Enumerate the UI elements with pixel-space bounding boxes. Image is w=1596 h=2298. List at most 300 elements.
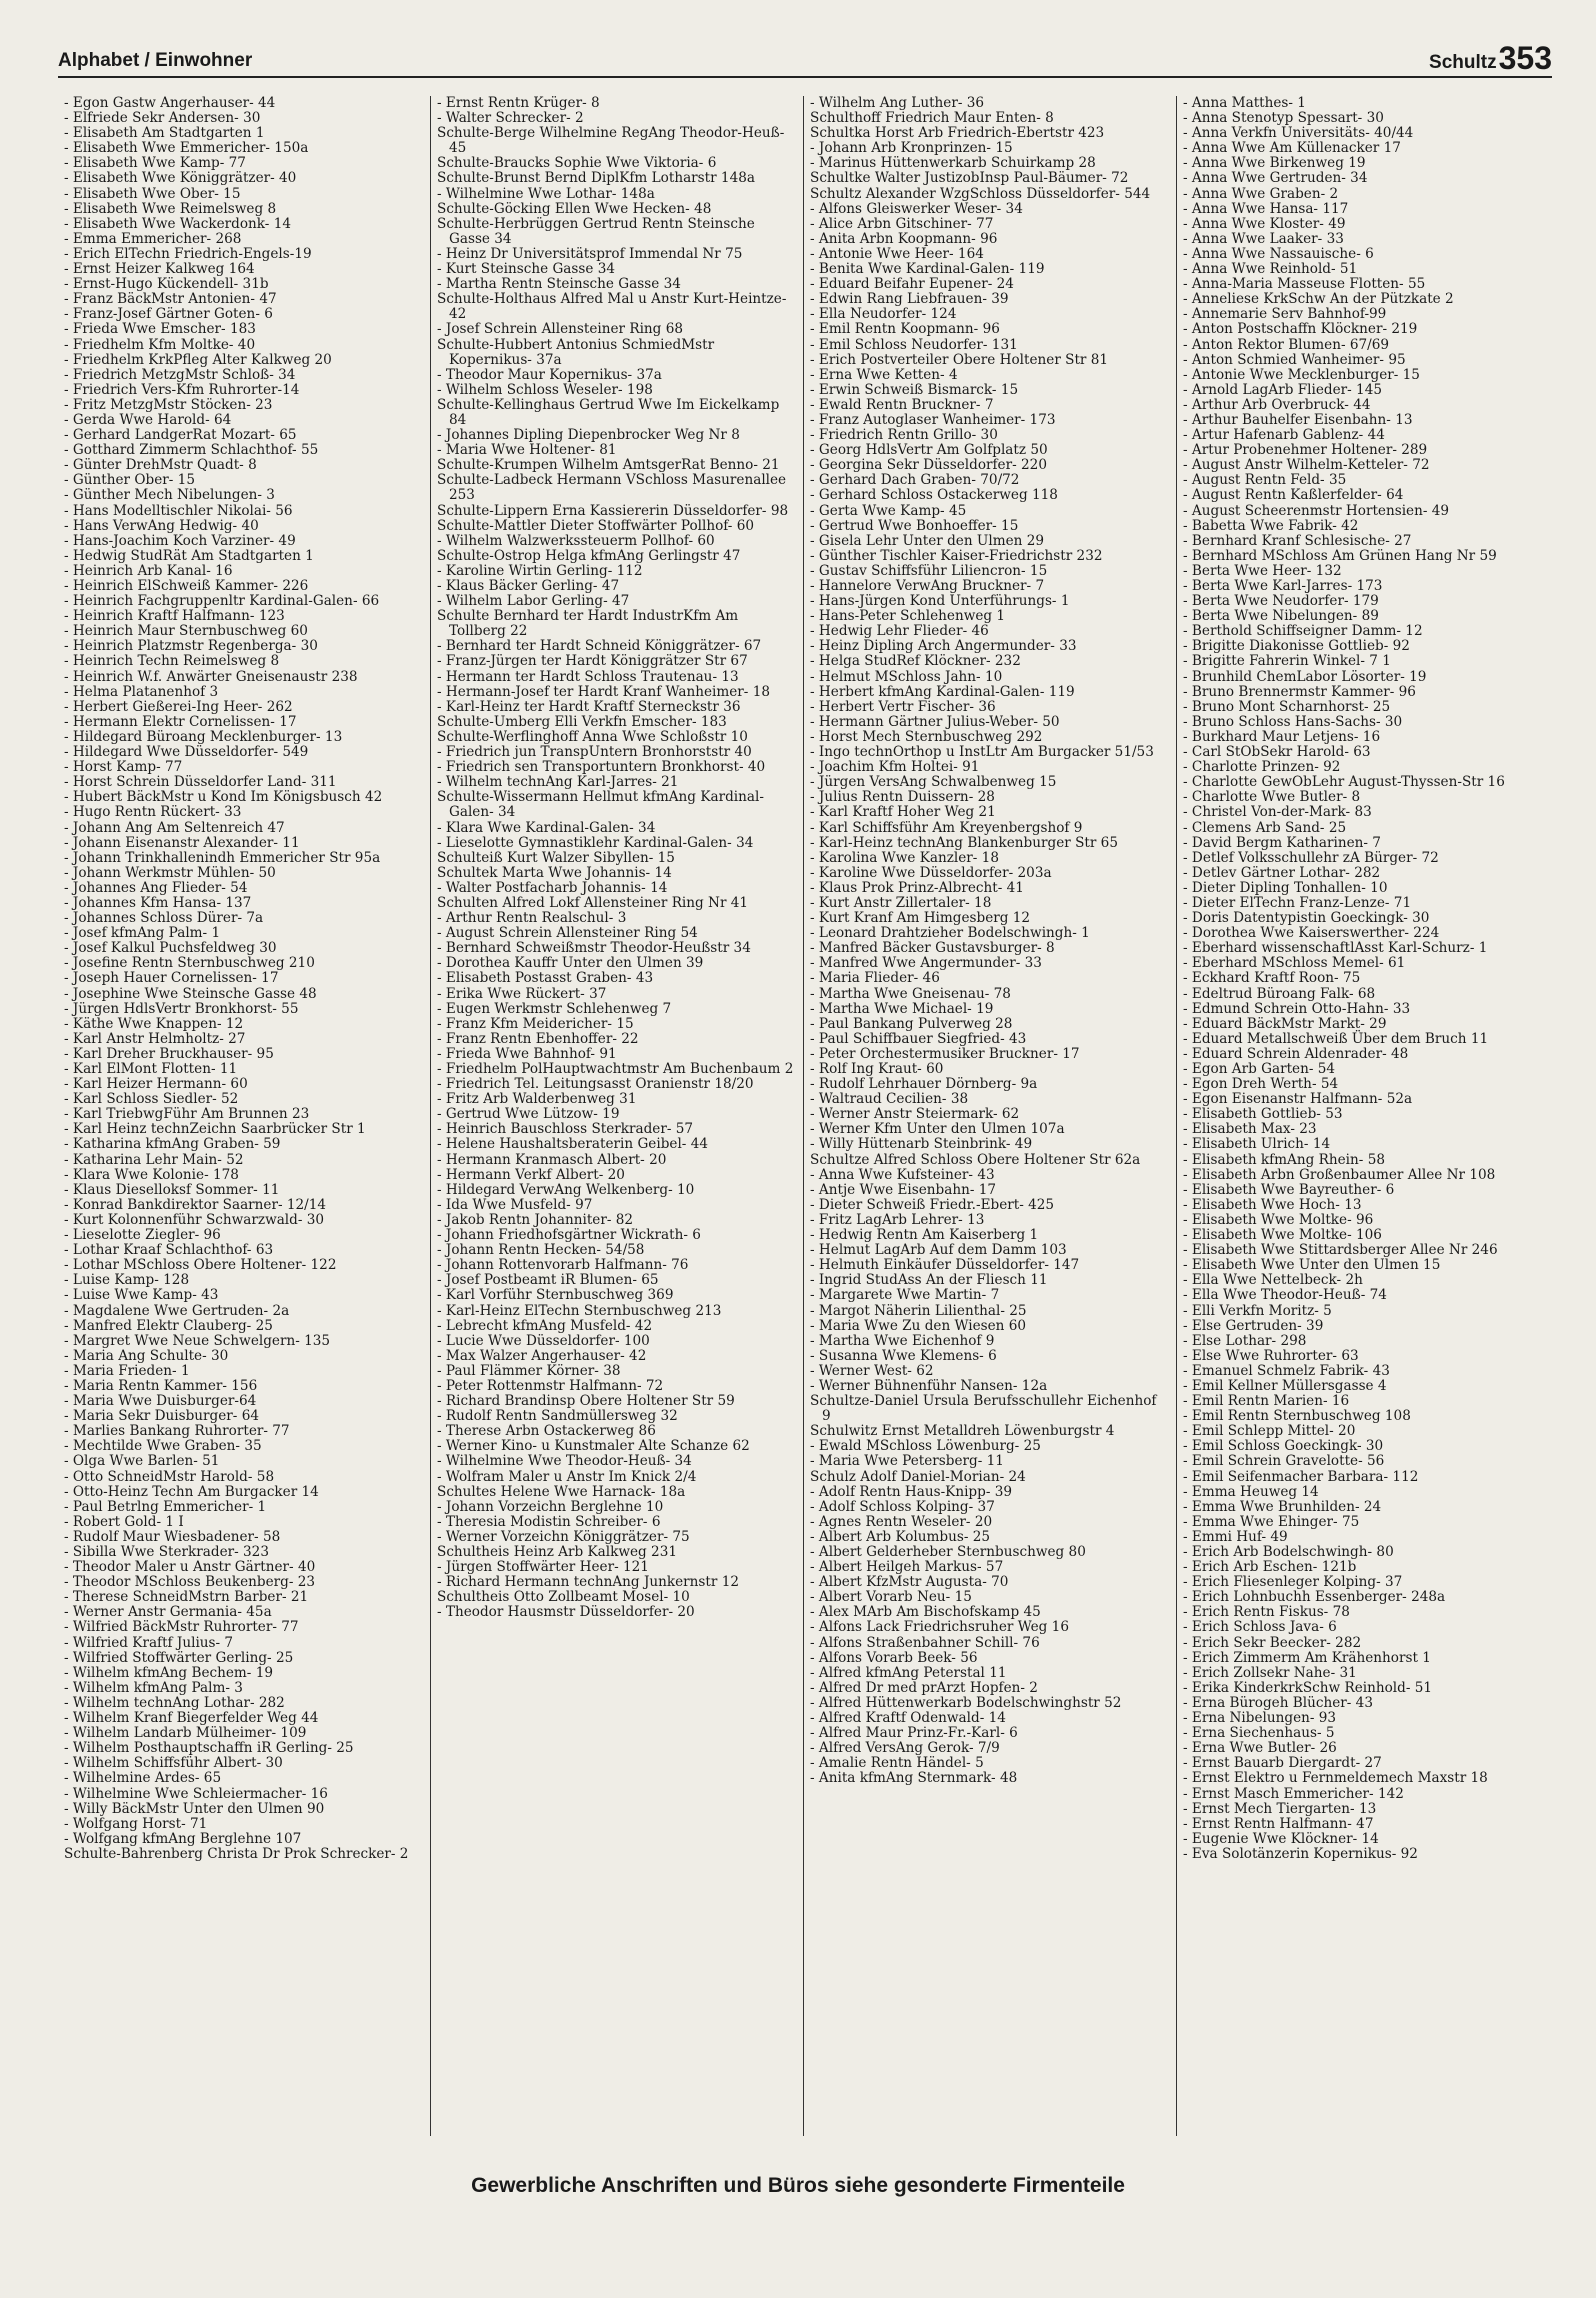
- directory-entry: - Eugen Werkmstr Schlehenweg 7: [437, 1000, 672, 1017]
- directory-entry: - Franz-Josef Gärtner Goten- 6: [64, 306, 273, 323]
- directory-entry: - Ernst Masch Emmericher- 142: [1183, 1785, 1404, 1802]
- directory-entry: - Karl-Heinz technAng Blankenburger Str 65: [810, 834, 1118, 851]
- directory-entry: - Erich Arb Bodelschwingh- 80: [1183, 1544, 1394, 1560]
- directory-entry: - Jürgen HdlsVertr Bronkhorst- 55: [64, 1000, 299, 1017]
- directory-entry: - Alfred Dr med prArzt Hopfen- 2: [810, 1679, 1038, 1696]
- directory-entry: - Klaus Prok Prinz-Albrecht- 41: [810, 879, 1024, 896]
- directory-entry: - Kurt Kolonnenführ Schwarzwald- 30: [64, 1211, 325, 1228]
- directory-entry: - Alex MArb Am Bischofskamp 45: [810, 1604, 1041, 1621]
- directory-entry: - Emil Rentn Marien- 16: [1183, 1393, 1350, 1410]
- directory-entry: - Karl Dreher Bruckhauser- 95: [64, 1045, 274, 1062]
- directory-entry: - Erna Nibelungen- 93: [1183, 1710, 1337, 1727]
- directory-entry: - Emmi Huf- 49: [1183, 1528, 1288, 1545]
- directory-entry: - Käthe Wwe Knappen- 12: [64, 1015, 244, 1032]
- directory-entry: - Maria Ang Schulte- 30: [64, 1347, 229, 1364]
- directory-entry: - Eva Solotänzerin Kopernikus- 92: [1183, 1845, 1418, 1862]
- directory-entry: Schultheis Heinz Arb Kalkweg 231: [437, 1544, 678, 1560]
- directory-entry: Schulte-Werflinghoff Anna Wwe Schloßstr 10: [437, 728, 748, 745]
- directory-entry: - Adolf Rentn Haus-Knipp- 39: [810, 1483, 1013, 1500]
- directory-entry: - Gerta Wwe Kamp- 45: [810, 502, 967, 519]
- directory-entry: - Anna Wwe Gertruden- 34: [1183, 170, 1368, 187]
- directory-entry: - Alfred kfmAng Peterstal 11: [810, 1664, 1007, 1681]
- directory-entry: - Erich Lohnbuchh Essenberger- 248a: [1183, 1589, 1446, 1606]
- directory-entry: - Franz BäckMstr Antonien- 47: [64, 291, 277, 308]
- directory-entry: - David Bergm Katharinen- 7: [1183, 834, 1381, 851]
- directory-entry: - Brunhild ChemLabor Lösorter- 19: [1183, 668, 1427, 685]
- directory-entry: - Rudolf Lehrhauer Dörnberg- 9a: [810, 1076, 1038, 1093]
- directory-entry: Schulte-Kellinghaus Gertrud Wwe Im Eickelkamp 84: [437, 396, 780, 428]
- directory-entry: - Joachim Kfm Holtei- 91: [810, 759, 980, 776]
- directory-entry: - Elisabeth Wwe Unter den Ulmen 15: [1183, 1257, 1441, 1274]
- directory-entry: - Charlotte GewObLehr August-Thyssen-Str 16: [1183, 774, 1505, 791]
- directory-entry: - Franz-Jürgen ter Hardt Königgrätzer Str 67: [437, 653, 748, 670]
- directory-entry: - Leonard Drahtzieher Bodelschwingh- 1: [810, 925, 1090, 942]
- directory-entry: - Emil Seifenmacher Barbara- 112: [1183, 1468, 1419, 1485]
- directory-entry: - Karl Schiffsführ Am Kreyenbergshof 9: [810, 819, 1083, 836]
- directory-entry: - Friedrich MetzgMstr Schloß- 34: [64, 366, 296, 383]
- directory-entry: - Hedwig Lehr Flieder- 46: [810, 623, 989, 640]
- directory-entry: - Wilhelm technAng Lothar- 282: [64, 1694, 285, 1711]
- directory-entry: Schulte-Braucks Sophie Wwe Viktoria- 6: [437, 155, 717, 172]
- directory-entry: - Klara Wwe Kardinal-Galen- 34: [437, 819, 656, 836]
- directory-entry: - Elisabeth Wwe Moltke- 96: [1183, 1211, 1374, 1228]
- directory-entry: - August Rentn Kaßlerfelder- 64: [1183, 487, 1404, 504]
- directory-entry: - Johann Rentn Hecken- 54/58: [437, 1242, 645, 1259]
- directory-entry: - Elisabeth Wwe Bayreuther- 6: [1183, 1181, 1395, 1198]
- directory-entry: Schulwitz Ernst Metalldreh Löwenburgstr 4: [810, 1423, 1115, 1440]
- directory-entry: - Anna Wwe Kloster- 49: [1183, 215, 1346, 232]
- directory-entry: - Egon Arb Garten- 54: [1183, 1061, 1336, 1077]
- directory-entry: - Hildegard Wwe Düsseldorfer- 549: [64, 744, 309, 761]
- directory-entry: - Babetta Wwe Fabrik- 42: [1183, 517, 1359, 534]
- directory-entry: - Martha Wwe Gneisenau- 78: [810, 985, 1011, 1002]
- directory-entry: Schultheis Otto Zollbeamt Mosel- 10: [437, 1589, 690, 1606]
- directory-column-2: [431, 96, 804, 2136]
- directory-entry: - Dieter Dipling Tonhallen- 10: [1183, 879, 1388, 896]
- directory-entry: - August Rentn Feld- 35: [1183, 472, 1347, 489]
- directory-entry: - Franz Rentn Ebenhoffer- 22: [437, 1030, 639, 1047]
- directory-entry: - Werner Kino- u Kunstmaler Alte Schanze 62: [437, 1438, 750, 1455]
- directory-entry: - Therese SchneidMstrn Barber- 21: [64, 1589, 309, 1606]
- directory-entry: - Josef Kalkul Puchsfeldweg 30: [64, 940, 277, 957]
- section-title: Alphabet / Einwohner: [58, 50, 253, 71]
- directory-entry: - Bernhard MSchloss Am Grünen Hang Nr 59: [1183, 547, 1497, 564]
- directory-entry: - Herbert kfmAng Kardinal-Galen- 119: [810, 683, 1075, 700]
- directory-entry: - Josef kfmAng Palm- 1: [64, 925, 221, 942]
- directory-entry: - Anita kfmAng Sternmark- 48: [810, 1770, 1018, 1787]
- directory-entry: - Hugo Rentn Rückert- 33: [64, 804, 242, 821]
- directory-entry: - Wilfried Kraftf Julius- 7: [64, 1634, 234, 1651]
- directory-entry: - Elisabeth Am Stadtgarten 1: [64, 125, 265, 142]
- directory-entry: - Hans-Joachim Koch Varziner- 49: [64, 532, 296, 549]
- directory-entry: - Erich Zimmerm Am Krähenhorst 1: [1183, 1649, 1431, 1666]
- directory-entry: - Paul Schiffbauer Siegfried- 43: [810, 1030, 1027, 1047]
- directory-entry: - Else Gertruden- 39: [1183, 1317, 1324, 1334]
- directory-entry: - Rudolf Maur Wiesbadener- 58: [64, 1528, 281, 1545]
- directory-entry: - Anna-Maria Masseuse Flotten- 55: [1183, 276, 1426, 293]
- directory-entry: - Eduard Metallschweiß Über dem Bruch 11: [1183, 1030, 1489, 1047]
- directory-entry: - Herbert Vertr Fischer- 36: [810, 698, 996, 715]
- directory-entry: - Christel Von-der-Mark- 83: [1183, 804, 1372, 821]
- directory-entry: - Jürgen VersAng Schwalbenweg 15: [810, 774, 1057, 791]
- directory-entry: - Walter Schrecker- 2: [437, 110, 584, 127]
- directory-entry: - Arthur Bauhelfer Eisenbahn- 13: [1183, 411, 1413, 428]
- directory-entry: - Wilhelm Landarb Mülheimer- 109: [64, 1725, 307, 1742]
- directory-entry: - Karl Kraftf Hoher Weg 21: [810, 804, 996, 821]
- directory-entry: - Horst Kamp- 77: [64, 759, 183, 776]
- directory-entry: - Hedwig Rentn Am Kaiserberg 1: [810, 1227, 1039, 1244]
- directory-entry: - Georg HdlsVertr Am Golfplatz 50: [810, 442, 1048, 459]
- directory-entry: - Hans-Jürgen Kond Unterführungs- 1: [810, 593, 1070, 610]
- directory-entry: - Arnold LagArb Flieder- 145: [1183, 381, 1382, 398]
- directory-entry: - Hildegard Büroang Mecklenburger- 13: [64, 728, 343, 745]
- directory-entry: - Lieselotte Gymnastiklehr Kardinal-Galen- 34: [437, 834, 754, 851]
- directory-entry: - Bruno Brennermstr Kammer- 96: [1183, 683, 1416, 700]
- directory-entry: - Clemens Arb Sand- 25: [1183, 819, 1347, 836]
- directory-entry: - Lucie Wwe Düsseldorfer- 100: [437, 1332, 650, 1349]
- directory-entry: - Erich Fliesenleger Kolping- 37: [1183, 1574, 1403, 1591]
- directory-entry: - Burkhard Maur Letjens- 16: [1183, 728, 1381, 745]
- directory-entry: - Karl-Heinz ElTechn Sternbuschweg 213: [437, 1302, 722, 1319]
- directory-entry: - Hannelore VerwAng Bruckner- 7: [810, 578, 1045, 594]
- directory-entry: - Heinrich Kraftf Halfmann- 123: [64, 608, 285, 625]
- directory-entry: - Katharina Lehr Main- 52: [64, 1151, 244, 1168]
- directory-entry: - Fritz LagArb Lehrer- 13: [810, 1211, 985, 1228]
- directory-entry: - Johann Eisenanstr Alexander- 11: [64, 834, 300, 851]
- directory-entry: - Ernst Rentn Krüger- 8: [437, 96, 600, 111]
- directory-entry: - Adolf Schloss Kolping- 37: [810, 1498, 995, 1515]
- directory-entry: - Ewald MSchloss Löwenburg- 25: [810, 1438, 1041, 1455]
- running-name: Schultz: [1429, 52, 1497, 73]
- directory-entry: - Alfred Kraftf Odenwald- 14: [810, 1710, 1006, 1727]
- directory-entry: - Antonie Wwe Mecklenburger- 15: [1183, 366, 1420, 383]
- directory-entry: - Jakob Rentn Johanniter- 82: [437, 1211, 634, 1228]
- directory-entry: - Alfons Lack Friedrichsruher Weg 16: [810, 1619, 1069, 1636]
- directory-entry: Schulte-Holthaus Alfred Mal u Anstr Kurt-Heintze- 42: [437, 291, 787, 323]
- directory-entry: Schultek Marta Wwe Johannis- 14: [437, 864, 672, 881]
- directory-entry: - Emma Heuweg 14: [1183, 1483, 1319, 1500]
- directory-entry: - Karl Heizer Hermann- 60: [64, 1076, 248, 1093]
- directory-entry: - Antje Wwe Eisenbahn- 17: [810, 1181, 997, 1198]
- directory-entry: - Gotthard Zimmerm Schlachthof- 55: [64, 442, 319, 459]
- directory-entry: - Emma Wwe Brunhilden- 24: [1183, 1498, 1382, 1515]
- directory-entry: - Friedrich Tel. Leitungsasst Oranienstr 18/20: [437, 1076, 754, 1093]
- directory-entry: - Margarete Wwe Martin- 7: [810, 1287, 1000, 1304]
- directory-entry: - Anna Stenotyp Spessart- 30: [1183, 110, 1384, 127]
- directory-entry: - Benita Wwe Kardinal-Galen- 119: [810, 261, 1045, 278]
- directory-entry: - Alfred Hüttenwerkarb Bodelschwinghstr 52: [810, 1694, 1122, 1711]
- directory-entry: - Dieter Schweiß Friedr.-Ebert- 425: [810, 1196, 1055, 1213]
- directory-entry: - Wilhelm Schiffsführ Albert- 30: [64, 1755, 283, 1772]
- directory-entry: - Emanuel Schmelz Fabrik- 43: [1183, 1362, 1390, 1379]
- directory-entry: Schulte-Wissermann Hellmut kfmAng Kardinal-Galen- 34: [437, 789, 764, 821]
- directory-entry: - Eberhard wissenschaftlAsst Karl-Schurz- 1: [1183, 940, 1488, 957]
- directory-entry: - Detlev Gärtner Lothar- 282: [1183, 864, 1381, 881]
- directory-entry: - Margret Wwe Neue Schwelgern- 135: [64, 1332, 331, 1349]
- directory-entry: - Maria Wwe Duisburger-64: [64, 1393, 257, 1410]
- directory-entry: - Eduard Schrein Aldenrader- 48: [1183, 1045, 1409, 1062]
- directory-entry: - Edmund Schrein Otto-Hahn- 33: [1183, 1000, 1411, 1017]
- directory-entry: - Hans-Peter Schlehenweg 1: [810, 608, 1006, 625]
- directory-entry: - Anna Wwe Hansa- 117: [1183, 200, 1349, 217]
- directory-entry: Schultke Walter JustizobInsp Paul-Bäumer- 72: [810, 170, 1129, 187]
- directory-entry: - Egon Gastw Angerhauser- 44: [64, 96, 276, 111]
- directory-entry: - Erich Postverteiler Obere Holtener Str 81: [810, 351, 1109, 368]
- directory-entry: - Emil Schlepp Mittel- 20: [1183, 1423, 1356, 1440]
- directory-entry: - Brigitte Diakonisse Gottlieb- 92: [1183, 638, 1410, 655]
- directory-entry: - Wilhelm Posthauptschaffn iR Gerling- 25: [64, 1740, 354, 1757]
- directory-entry: - Wolfgang kfmAng Berglehne 107: [64, 1830, 302, 1847]
- directory-entry: - Johann Friedhofsgärtner Wickrath- 6: [437, 1227, 701, 1244]
- directory-entry: - Berta Wwe Nibelungen- 89: [1183, 608, 1379, 625]
- directory-entry: - Werner Anstr Germania- 45a: [64, 1604, 272, 1621]
- directory-entry: - Dieter ElTechn Franz-Lenze- 71: [1183, 894, 1412, 911]
- directory-entry: - Wilhelmine Wwe Theodor-Heuß- 34: [437, 1453, 692, 1470]
- directory-entry: - Wilhelm Labor Gerling- 47: [437, 593, 630, 610]
- page-header: [58, 36, 1552, 78]
- directory-entry: - Emma Emmericher- 268: [64, 230, 242, 247]
- directory-entry: - Frieda Wwe Emscher- 183: [64, 321, 256, 338]
- directory-entry: - Herbert Gießerei-Ing Heer- 262: [64, 698, 293, 715]
- directory-entry: - Theodor Hausmstr Düsseldorfer- 20: [437, 1604, 695, 1621]
- directory-entry: - Alice Arbn Gitschiner- 77: [810, 215, 994, 232]
- directory-entry: - Johann Ang Am Seltenreich 47: [64, 819, 285, 836]
- directory-entry: Schultka Horst Arb Friedrich-Ebertstr 423: [810, 125, 1105, 142]
- directory-entry: Schulte-Brunst Bernd DiplKfm Lotharstr 148a: [437, 170, 755, 187]
- directory-entry: - Johannes Kfm Hansa- 137: [64, 894, 252, 911]
- directory-entry: - Elisabeth Ulrich- 14: [1183, 1136, 1331, 1153]
- directory-entry: - Emil Rentn Sternbuschweg 108: [1183, 1408, 1411, 1425]
- footer-note: Gewerbliche Anschriften und Büros siehe gesonderte Firmenteile: [471, 2174, 1125, 2197]
- directory-entry: - Anna Wwe Birkenweg 19: [1183, 155, 1366, 172]
- directory-entry: - Peter Rottenmstr Halfmann- 72: [437, 1377, 664, 1394]
- directory-entry: - Johann Werkmstr Mühlen- 50: [64, 864, 276, 881]
- directory-entry: - Theodor MSchloss Beukenberg- 23: [64, 1574, 316, 1591]
- directory-entry: - Manfred Bäcker Gustavsburger- 8: [810, 940, 1055, 957]
- directory-entry: - Wilhelm Schloss Weseler- 198: [437, 381, 653, 398]
- directory-entry: - Artur Hafenarb Gablenz- 44: [1183, 427, 1385, 444]
- directory-entry: - Wilhelmine Wwe Schleiermacher- 16: [64, 1785, 328, 1802]
- directory-entry: - Klaus Dieselloksf Sommer- 11: [64, 1181, 280, 1198]
- directory-entry: - Friedrich Rentn Grillo- 30: [810, 427, 998, 444]
- directory-entry: - Ella Neudorfer- 124: [810, 306, 957, 323]
- directory-entry: - Anna Wwe Kufsteiner- 43: [810, 1166, 995, 1183]
- directory-entry: - Gustav Schiffsführ Liliencron- 15: [810, 562, 1048, 579]
- directory-entry: Schulte-Umberg Elli Verkfn Emscher- 183: [437, 713, 727, 730]
- directory-entry: Schulte-Ostrop Helga kfmAng Gerlingstr 47: [437, 547, 741, 564]
- directory-entry: - Friedrich jun TranspUntern Bronhorststr 40: [437, 744, 752, 761]
- directory-entry: - Karl Heinz technZeichn Saarbrücker Str 1: [64, 1121, 366, 1138]
- directory-entry: - Egon Dreh Werth- 54: [1183, 1076, 1339, 1093]
- directory-entry: - Theodor Maur Kopernikus- 37a: [437, 366, 662, 383]
- directory-entry: - Emil Schrein Gravelotte- 56: [1183, 1453, 1385, 1470]
- directory-entry: - Antonie Wwe Heer- 164: [810, 245, 984, 262]
- directory-entry: Schulte Bernhard ter Hardt IndustrKfm Am Tollberg 22: [437, 608, 739, 640]
- directory-column-1: [58, 96, 431, 2136]
- directory-entry: - Dorothea Kauffr Unter den Ulmen 39: [437, 955, 704, 972]
- directory-entry: - Ella Wwe Theodor-Heuß- 74: [1183, 1287, 1387, 1304]
- directory-entry: - Ernst Heizer Kalkweg 164: [64, 261, 255, 278]
- directory-entry: Schulz Adolf Daniel-Morian- 24: [810, 1468, 1026, 1485]
- directory-entry: - Else Lothar- 298: [1183, 1332, 1307, 1349]
- directory-entry: - Heinz Dipling Arch Angermunder- 33: [810, 638, 1077, 655]
- directory-entry: Schulte-Lippern Erna Kassiererin Düsseldorfer- 98: [437, 502, 789, 519]
- directory-entry: Schulte-Göcking Ellen Wwe Hecken- 48: [437, 200, 712, 217]
- directory-entry: - Georgina Sekr Düsseldorfer- 220: [810, 457, 1047, 474]
- directory-entry: Schultze-Daniel Ursula Berufsschullehr Eichenhof 9: [810, 1393, 1157, 1425]
- directory-entry: - Heinrich Platzmstr Regenberga- 30: [64, 638, 318, 655]
- directory-entry: - Werner Vorzeichn Königgrätzer- 75: [437, 1528, 690, 1545]
- directory-entry: - August Scheerenmstr Hortensien- 49: [1183, 502, 1450, 519]
- directory-entry: - Arthur Arb Overbruck- 44: [1183, 396, 1371, 413]
- directory-entry: - Helga StudRef Klöckner- 232: [810, 653, 1021, 670]
- directory-entry: - Eduard BäckMstr Markt- 29: [1183, 1015, 1387, 1032]
- directory-entry: - Ewald Rentn Bruckner- 7: [810, 396, 994, 413]
- directory-entry: - Wilhelmine Wwe Lothar- 148a: [437, 185, 655, 202]
- directory-entry: - Anton Schmied Wanheimer- 95: [1183, 351, 1406, 368]
- directory-entry: - Lothar Kraaf Schlachthof- 63: [64, 1242, 274, 1259]
- directory-entry: - Heinrich Bauschloss Sterkrader- 57: [437, 1121, 694, 1138]
- directory-entry: - Wilhelm kfmAng Bechem- 19: [64, 1664, 274, 1681]
- directory-entry: - Johann Vorzeichn Berglehne 10: [437, 1498, 664, 1515]
- directory-entry: - Wilfried BäckMstr Ruhrorter- 77: [64, 1619, 299, 1636]
- directory-entry: - Ernst-Hugo Kückendell- 31b: [64, 276, 269, 293]
- directory-entry: - Berta Wwe Neudorfer- 179: [1183, 593, 1379, 610]
- directory-entry: - Maria Frieden- 1: [64, 1362, 190, 1379]
- directory-entry: - Anna Matthes- 1: [1183, 96, 1306, 111]
- directory-entry: - Richard Brandinsp Obere Holtener Str 59: [437, 1393, 735, 1410]
- directory-entry: - Eugenie Wwe Klöckner- 14: [1183, 1830, 1379, 1847]
- directory-entry: - Alfred Maur Prinz-Fr.-Karl- 6: [810, 1725, 1018, 1742]
- directory-entry: - Anna Wwe Am Küllenacker 17: [1183, 140, 1401, 157]
- directory-entry: - Berthold Schiffseigner Damm- 12: [1183, 623, 1423, 640]
- directory-entry: - Albert Heilgeh Markus- 57: [810, 1559, 1004, 1576]
- directory-entry: - Friedhelm KrkPfleg Alter Kalkweg 20: [64, 351, 332, 368]
- directory-entry: - Emil Schloss Neudorfer- 131: [810, 336, 1018, 353]
- directory-entry: - Lebrecht kfmAng Musfeld- 42: [437, 1317, 653, 1334]
- directory-entry: - Elisabeth Wwe Hoch- 13: [1183, 1196, 1362, 1213]
- directory-entry: Schulte-Ladbeck Hermann VSchloss Masurenallee 253: [437, 472, 787, 504]
- directory-entry: - Klaus Bäcker Gerling- 47: [437, 578, 620, 594]
- directory-entry: Schulte-Bahrenberg Christa Dr Prok Schrecker- 2: [64, 1845, 409, 1862]
- directory-entry: - Elisabeth Postasst Graben- 43: [437, 970, 654, 987]
- directory-entry: - Friedrich sen Transportuntern Bronkhorst- 40: [437, 759, 766, 776]
- directory-column-3: [804, 96, 1177, 2136]
- directory-entry: - Waltraud Cecilien- 38: [810, 1091, 969, 1108]
- directory-entry: - Erich Rentn Fiskus- 78: [1183, 1604, 1350, 1621]
- directory-entry: - Hermann-Josef ter Hardt Kranf Wanheimer- 18: [437, 683, 770, 700]
- directory-entry: - Bernhard Schweißmstr Theodor-Heußstr 34: [437, 940, 751, 957]
- directory-entry: - Anneliese KrkSchw An der Pützkate 2: [1183, 291, 1454, 308]
- directory-entry: - Karl-Heinz ter Hardt Kraftf Sterneckstr 36: [437, 698, 741, 715]
- directory-entry: - Erna Wwe Ketten- 4: [810, 366, 958, 383]
- directory-entry: Schultz Alexander WzgSchloss Düsseldorfer- 544: [810, 185, 1151, 202]
- directory-entry: - Rolf Ing Kraut- 60: [810, 1061, 944, 1077]
- directory-entry: Schulte-Krumpen Wilhelm AmtsgerRat Benno- 21: [437, 457, 780, 474]
- directory-entry: - Kurt Anstr Zillertaler- 18: [810, 894, 992, 911]
- directory-entry: - Johannes Schloss Dürer- 7a: [64, 910, 264, 927]
- directory-entry: - Annemarie Serv Bahnhof-99: [1183, 306, 1387, 323]
- directory-entry: - Anton Postschaffn Klöckner- 219: [1183, 321, 1418, 338]
- directory-entry: Schulte-Berge Wilhelmine RegAng Theodor-Heuß- 45: [437, 125, 785, 157]
- directory-entry: - Willy BäckMstr Unter den Ulmen 90: [64, 1800, 325, 1817]
- directory-entry: - Martha Wwe Eichenhof 9: [810, 1332, 995, 1349]
- directory-entry: - Elisabeth Wwe Reimelsweg 8: [64, 200, 277, 217]
- directory-entry: - Elisabeth Wwe Ober- 15: [64, 185, 241, 202]
- directory-entry: - Johannes Dipling Diepenbrocker Weg Nr 8: [437, 427, 740, 444]
- directory-entry: - Ingrid StudAss An der Fliesch 11: [810, 1272, 1048, 1289]
- directory-entry: - Luise Kamp- 128: [64, 1272, 190, 1289]
- directory-entry: - Erich Schloss Java- 6: [1183, 1619, 1337, 1636]
- directory-entry: - Wilhelmine Ardes- 65: [64, 1770, 222, 1787]
- directory-entry: - Alfons Vorarb Beek- 56: [810, 1649, 978, 1666]
- directory-entry: - Werner West- 62: [810, 1362, 934, 1379]
- directory-entry: - Helmuth Einkäufer Düsseldorfer- 147: [810, 1257, 1080, 1274]
- directory-entry: - Josefine Rentn Sternbuschweg 210: [64, 955, 315, 972]
- directory-entry: - Detlef Volksschullehr zA Bürger- 72: [1183, 849, 1439, 866]
- directory-entry: - Bernhard Kranf Schlesische- 27: [1183, 532, 1412, 549]
- directory-entry: - Robert Gold- 1 I: [64, 1513, 184, 1530]
- directory-entry: - Elisabeth Wwe Kamp- 77: [64, 155, 246, 172]
- directory-entry: - Emil Kellner Müllersgasse 4: [1183, 1377, 1387, 1394]
- directory-entry: - Martha Wwe Michael- 19: [810, 1000, 994, 1017]
- directory-entry: - Paul Flämmer Körner- 38: [437, 1362, 621, 1379]
- directory-entry: - Gerhard Dach Graben- 70/72: [810, 472, 1020, 489]
- directory-entry: - Alfred VersAng Gerok- 7/9: [810, 1740, 1000, 1757]
- directory-entry: - Günther Mech Nibelungen- 3: [64, 487, 275, 504]
- directory-entry: - Wolfram Maler u Anstr Im Knick 2/4: [437, 1468, 697, 1485]
- directory-entry: Schulten Alfred Lokf Allensteiner Ring Nr 41: [437, 894, 749, 911]
- directory-entry: - Heinz Dr Universitätsprof Immendal Nr 75: [437, 245, 743, 262]
- directory-entry: - Albert Vorarb Neu- 15: [810, 1589, 972, 1606]
- directory-entry: - Therese Arbn Ostackerweg 86: [437, 1423, 656, 1440]
- page-number: 353: [1498, 40, 1552, 76]
- directory-entry: - Gertrud Wwe Bonhoeffer- 15: [810, 517, 1019, 534]
- directory-entry: - Hedwig StudRät Am Stadtgarten 1: [64, 547, 314, 564]
- directory-entry: - Hermann Elektr Cornelissen- 17: [64, 713, 297, 730]
- directory-entry: - Ernst Mech Tiergarten- 13: [1183, 1800, 1377, 1817]
- directory-entry: - Luise Wwe Kamp- 43: [64, 1287, 219, 1304]
- directory-entry: - Berta Wwe Heer- 132: [1183, 562, 1342, 579]
- directory-entry: - Elisabeth Arbn Großenbaumer Allee Nr 108: [1183, 1166, 1496, 1183]
- directory-entry: - Emma Wwe Ehinger- 75: [1183, 1513, 1360, 1530]
- directory-entry: - Olga Wwe Barlen- 51: [64, 1453, 220, 1470]
- directory-entry: - Albert KfzMstr Augusta- 70: [810, 1574, 1009, 1591]
- directory-entry: - Brigitte Fahrerin Winkel- 7 1: [1183, 653, 1391, 670]
- directory-entry: - Magdalene Wwe Gertruden- 2a: [64, 1302, 290, 1319]
- directory-entry: - Eberhard MSchloss Memel- 61: [1183, 955, 1406, 972]
- directory-entry: - Margot Näherin Lilienthal- 25: [810, 1302, 1027, 1319]
- directory-entry: - Erna Siechenhaus- 5: [1183, 1725, 1335, 1742]
- directory-entry: - Agnes Rentn Weseler- 20: [810, 1513, 993, 1530]
- directory-entry: - Karl Schloss Siedler- 52: [64, 1091, 239, 1108]
- directory-entry: - Theresia Modistin Schreiber- 6: [437, 1513, 661, 1530]
- directory-entry: - Walter Postfacharb Johannis- 14: [437, 879, 668, 896]
- directory-entry: Schultze Alfred Schloss Obere Holtener Str 62a: [810, 1151, 1141, 1168]
- directory-entry: - Karl TriebwgFühr Am Brunnen 23: [64, 1106, 310, 1123]
- directory-entry: - Otto-Heinz Techn Am Burgacker 14: [64, 1483, 319, 1500]
- directory-entry: - Otto SchneidMstr Harold- 58: [64, 1468, 275, 1485]
- directory-entry: - Elisabeth Wwe Wackerdonk- 14: [64, 215, 292, 232]
- directory-entry: - Bruno Schloss Hans-Sachs- 30: [1183, 713, 1403, 730]
- directory-entry: - Wilhelm kfmAng Palm- 3: [64, 1679, 243, 1696]
- directory-entry: - Manfred Wwe Angermunder- 33: [810, 955, 1042, 972]
- directory-entry: - Theodor Maler u Anstr Gärtner- 40: [64, 1559, 316, 1576]
- directory-entry: - Anna Wwe Graben- 2: [1183, 185, 1339, 202]
- directory-columns: [58, 96, 1552, 2136]
- directory-entry: - Maria Wwe Holtener- 81: [437, 442, 617, 459]
- directory-entry: - Kurt Steinsche Gasse 34: [437, 261, 616, 278]
